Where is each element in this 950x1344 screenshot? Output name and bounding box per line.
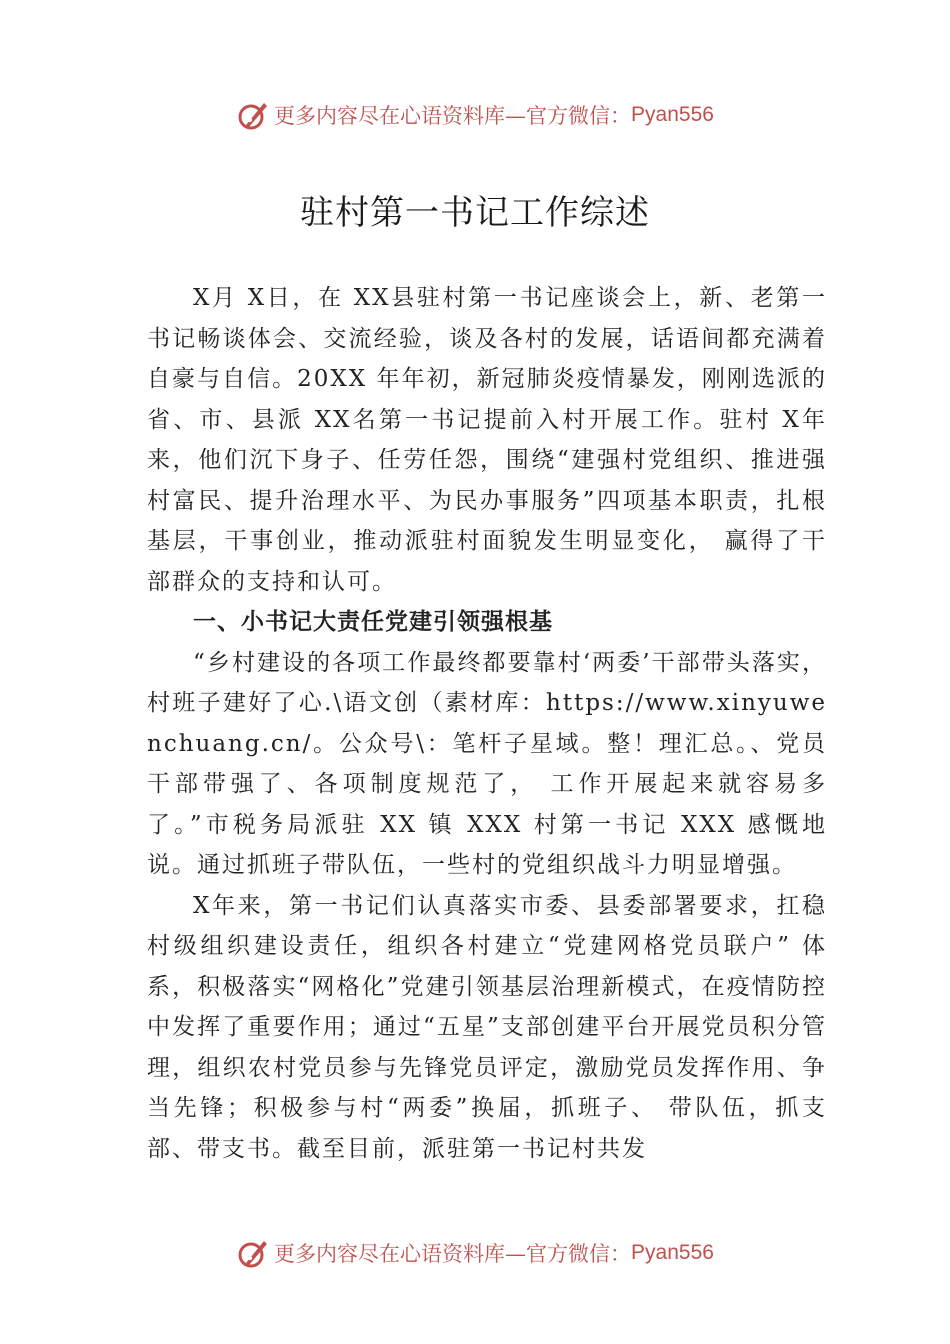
footer-banner-text: 更多内容尽在心语资料库—官方微信： xyxy=(274,1242,632,1266)
quill-pen-logo-icon xyxy=(236,1236,270,1270)
document-title: 驻村第一书记工作综述 xyxy=(300,193,650,233)
header-banner xyxy=(0,95,950,135)
quill-pen-logo-icon xyxy=(236,98,270,132)
header-banner-text: 更多内容尽在心语资料库—官方微信： xyxy=(274,104,632,128)
footer-wechat-id: Pyan556 xyxy=(631,1241,714,1264)
paragraph: X年来，第一书记们认真落实市委、县委部署要求，扛稳村级组织建设责任，组织各村建立“党建网格党员联户” 体系，积极落实“网格化”党建引领基层治理新模式，在疫情防控中发挥了重要作用；通过“五星”支部创建平台开展党员积分管理，组织农村党员参与先锋党员评定，激励党员发挥作用、争当先锋；积极参与村“两委”换届，抓班子、 带队伍，抓支部、带支书。截至目前，派驻第一书记村共发 xyxy=(147,892,827,1162)
document-body xyxy=(147,278,827,1169)
paragraph: X月 X日，在 XX县驻村第一书记座谈会上，新、老第一书记畅谈体会、交流经验，谈及各村的发展，话语间都充满着自豪与自信。20XX 年年初，新冠肺炎疫情暴发，刚刚选派的省、市、县派 XX名第一书记提前入村开展工作。驻村 X年来，他们沉下身子、任劳任怨，围绕“建强村党组织、推进强村富民、提升治理水平、为民办事服务”四项基本职责，扎根基层，干事创业，推动派驻村面貌发生明显变化， 赢得了干部群众的支持和认可。 xyxy=(147,285,827,595)
footer-banner xyxy=(0,1233,950,1273)
paragraph: “乡村建设的各项工作最终都要靠村‘两委’干部带头落实，村班子建好了心.\语文创（素材库：https://www.xinyuwenchuang.cn/。公众号\：笔杆子星域。整！理汇总。、党员干部带强了、各项制度规范了， 工作开展起来就容易多了。”市税务局派驻 XX 镇 XXX 村第一书记 XXX 感慨地说。通过抓班子带队伍，一些村的党组织战斗力明显增强。 xyxy=(147,649,827,878)
section-heading: 一、小书记大责任党建引领强根基 xyxy=(193,609,553,635)
header-wechat-id: Pyan556 xyxy=(631,103,714,126)
